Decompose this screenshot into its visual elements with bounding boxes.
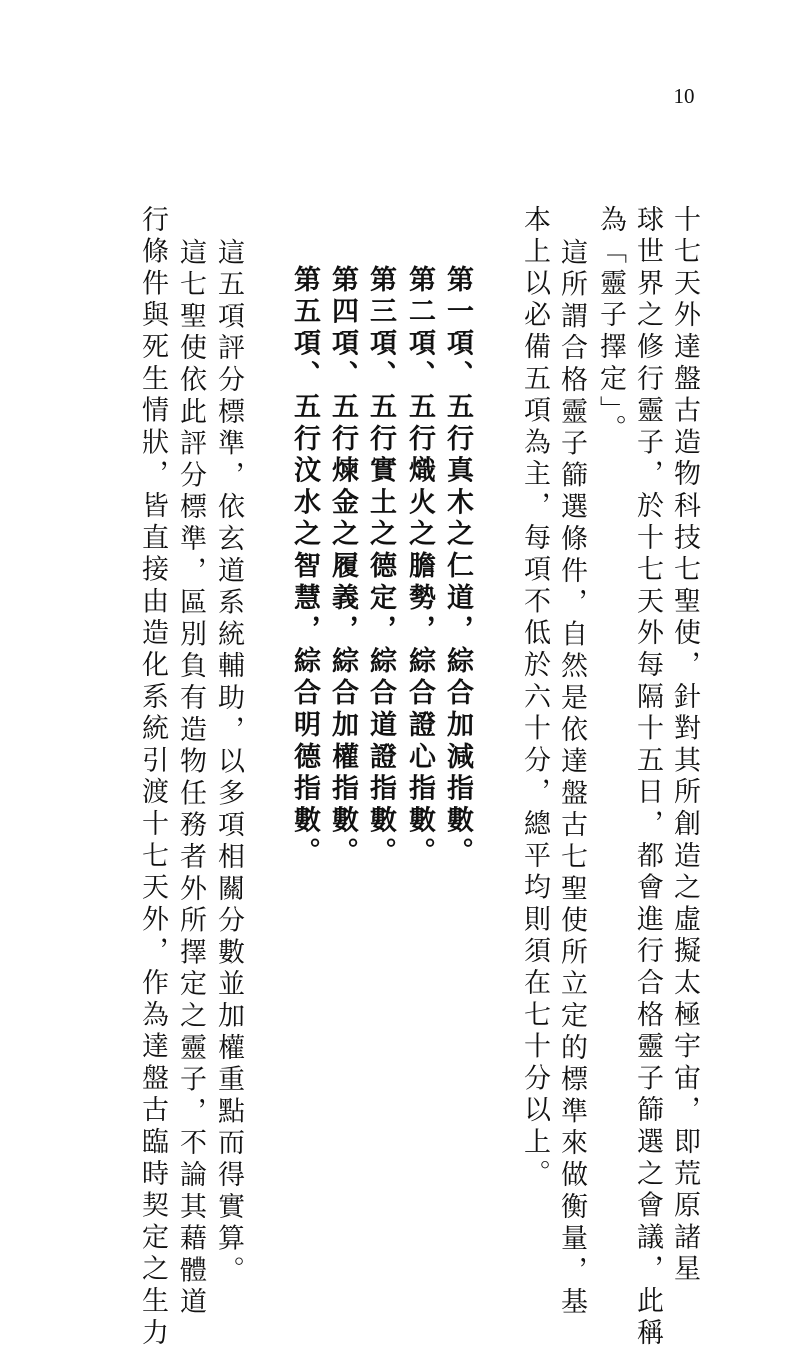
criterion-item-3: 第三項、五行實土之德定，綜合道證指數。 xyxy=(365,265,396,870)
text-column-4: 這所謂合格靈子篩選條件，自然是依達盤古七聖使所立定的標準來做衡量，基 xyxy=(556,238,587,1320)
criterion-item-2: 第二項、五行熾火之膽勢，綜合證心指數。 xyxy=(404,265,435,870)
criterion-item-4: 第四項、五行煉金之履義，綜合加權指數。 xyxy=(327,265,358,870)
text-column-5: 本上以必備五項為主，每項不低於六十分，總平均則須在七十分以上。 xyxy=(519,205,550,1191)
text-column-2: 球世界之修行靈子，於十七天外每隔十五日，都會進行合格靈子篩選之會議，此稱 xyxy=(632,205,663,1350)
text-column-1: 十七天外達盤古造物科技七聖使，針對其所創造之虛擬太極宇宙，即荒原諸星 xyxy=(669,205,700,1287)
text-column-3: 為「靈子擇定」。 xyxy=(595,205,626,446)
criterion-item-1: 第一項、五行真木之仁道，綜合加減指數。 xyxy=(442,265,473,870)
criterion-item-5: 第五項、五行汶水之智慧，綜合明德指數。 xyxy=(289,265,320,870)
page-number: 10 xyxy=(673,84,695,108)
text-column-7: 這七聖使依此評分標準，區別負有造物任務者外所擇定之靈子，不論其藉體道 xyxy=(175,238,206,1320)
text-column-6: 這五項評分標準，依玄道系統輔助，以多項相關分數並加權重點而得實算。 xyxy=(213,238,244,1288)
text-column-8: 行條件與死生情狀，皆直接由造化系統引渡十七天外，作為達盤古臨時契定之生力 xyxy=(137,205,168,1350)
